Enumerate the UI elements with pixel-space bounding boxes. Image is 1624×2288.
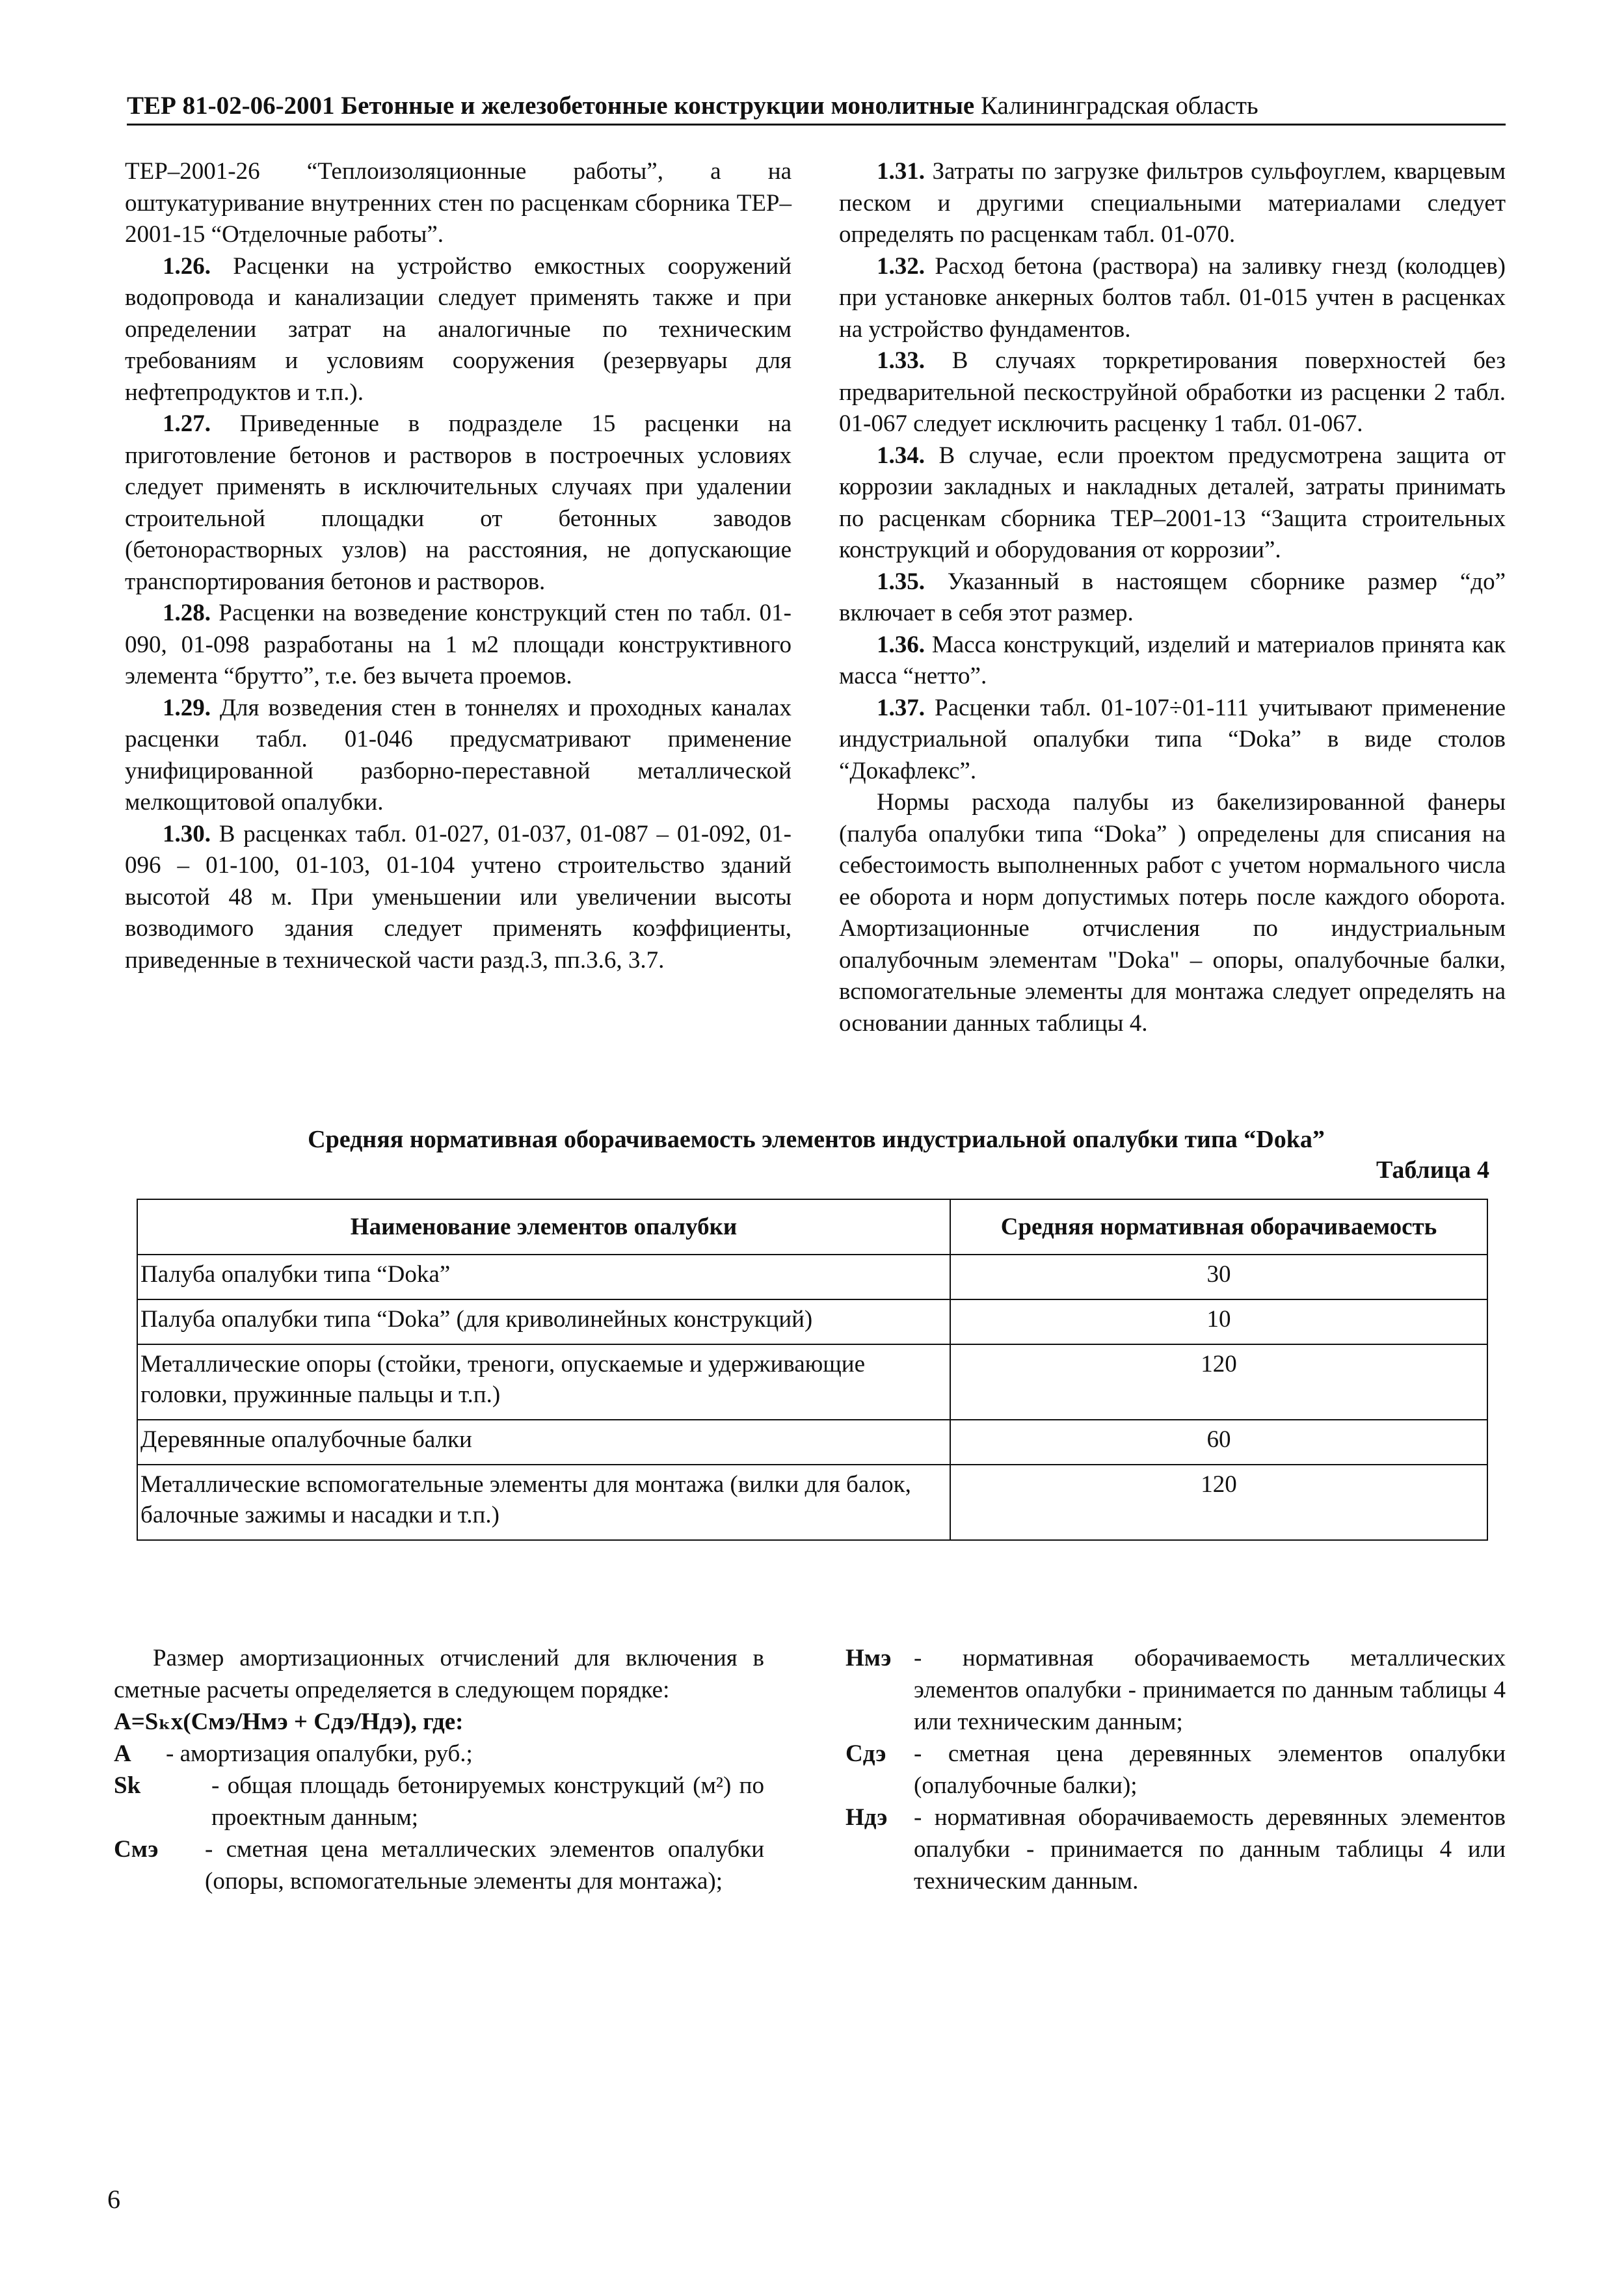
- definition-symbol: A: [114, 1740, 131, 1767]
- paragraph-1-34: [839, 440, 1506, 566]
- cell-element-name: Деревянные опалубочные балки: [137, 1420, 950, 1465]
- paragraph-text: В расценках табл. 01-027, 01-037, 01-087 – 01-092, 01-096 – 01-100, 01-103, 01-104 учтено строительство зданий высотой 48 м. При уменьшении или увеличении высоты возводимого здания следует применять коэффициенты, приведенные в технической части разд.3, пп.3.6, 3.7.: [125, 820, 792, 974]
- formwork-turnover-table: [137, 1199, 1488, 1541]
- cell-element-name: Металлические опоры (стойки, треноги, опускаемые и удерживающие головки, пружинные пальцы и т.п.): [137, 1344, 950, 1420]
- paragraph-text: Затраты по загрузке фильтров сульфоуглем, кварцевым песком и другими специальными материалами следует определять по расценкам табл. 01-070.: [839, 158, 1506, 248]
- paragraph-text: В случаях торкретирования поверхностей без предварительной пескоструйной обработки из расценки 2 табл. 01-067 следует исключить расценку 1 табл. 01-067.: [839, 347, 1506, 437]
- clause-number: 1.35.: [877, 568, 925, 595]
- paragraph-1-35: [839, 566, 1506, 630]
- clause-number: 1.32.: [877, 252, 925, 280]
- paragraph-text: ТЕР–2001-26 “Теплоизоляционные работы”, а на оштукатуривание внутренних стен по расценкам сборника ТЕР–2001-15 “Отделочные работы”.: [125, 158, 792, 248]
- clause-number: 1.29.: [163, 694, 211, 721]
- paragraph-text: Для возведения стен в тоннелях и проходных каналах расценки табл. 01-046 предусматривают применение унифицированной разборно-переставной металлической мелкощитовой опалубки.: [125, 694, 792, 816]
- amortization-explanation: [114, 1642, 764, 1897]
- clause-number: 1.37.: [877, 694, 925, 721]
- definition-symbol: Cмэ: [114, 1836, 159, 1863]
- paragraph-text: Расценки на возведение конструкций стен по табл. 01-090, 01-098 разработаны на 1 м2 площади конструктивного элемента “брутто”, т.е. без вычета проемов.: [125, 600, 792, 689]
- definition-hde: [845, 1802, 1506, 1897]
- paragraph-text: Расценки на устройство емкостных сооружений водопровода и канализации следует применять также и при определении затрат на аналогичные по техническим требованиям и условиям сооружения (резервуары для нефтепродуктов и т.п.).: [125, 252, 792, 406]
- definition-a: [114, 1738, 764, 1770]
- definition-symbol: Hмэ: [845, 1645, 892, 1671]
- cell-turnover-value: 60: [950, 1420, 1487, 1465]
- paragraph-1-33: [839, 345, 1506, 440]
- definition-hme: [845, 1642, 1506, 1738]
- cell-element-name: Металлические вспомогательные элементы для монтажа (вилки для балок, балочные зажимы и насадки и т.п.): [137, 1465, 950, 1540]
- table-header-row: [137, 1199, 1487, 1255]
- table-number: Таблица 4: [1376, 1156, 1489, 1184]
- left-text-column: [125, 156, 792, 976]
- paragraph-1-28: [125, 598, 792, 693]
- definition-text: - сметная цена металлических элементов опалубки (опоры, вспомогательные элементы для монтажа);: [205, 1836, 764, 1895]
- definition-text: - нормативная оборачиваемость деревянных элементов опалубки - принимается по данным таблицы 4 или техническим данным.: [914, 1804, 1506, 1895]
- header-title: ТЕР 81-02-06-2001 Бетонные и железобетонные конструкции монолитные: [127, 92, 975, 120]
- definition-sk: [114, 1770, 764, 1833]
- paragraph-text: Приведенные в подразделе 15 расценки на приготовление бетонов и растворов в построечных условиях следует применять в исключительных случаях при удалении строительной площадки от бетонных заводов (бетонорастворных узлов) на расстояния, не допускающие транспортирования бетонов и растворов.: [125, 410, 792, 595]
- paragraph-1-37: [839, 693, 1506, 788]
- paragraph-text: Указанный в настоящем сборнике размер “до” включает в себя этот размер.: [839, 568, 1506, 626]
- clause-number: 1.30.: [163, 820, 211, 847]
- cell-turnover-value: 120: [950, 1465, 1487, 1540]
- table-row: [137, 1420, 1487, 1465]
- column-header-name: Наименование элементов опалубки: [137, 1199, 950, 1255]
- paragraph-text: Расценки табл. 01-107÷01-111 учитывают применение индустриальной опалубки типа “Doka” в виде столов “Докафлекс”.: [839, 694, 1506, 784]
- cell-turnover-value: 120: [950, 1344, 1487, 1420]
- definition-text: - амортизация опалубки, руб.;: [166, 1740, 473, 1767]
- amortization-intro: Размер амортизационных отчислений для включения в сметные расчеты определяется в следующем порядке:: [114, 1645, 764, 1703]
- column-header-turnover: Средняя нормативная оборачиваемость: [950, 1199, 1487, 1255]
- definition-cme: [114, 1833, 764, 1897]
- paragraph: [125, 156, 792, 251]
- definition-symbol: Cдэ: [845, 1740, 886, 1767]
- definition-symbol: Sk: [114, 1772, 141, 1799]
- clause-number: 1.36.: [877, 631, 925, 658]
- paragraph-1-30: [125, 819, 792, 977]
- paragraph-text: Нормы расхода палубы из бакелизированной фанеры (палуба опалубки типа “Doka” ) определены для списания на себестоимость выполненных работ с учетом нормального числа ее оборота и норм допустимых потерь после каждого оборота. Амортизационные отчисления по индустриальным опалубочным элементам "Doka" – опоры, опалубочные балки, вспомогательные элементы для монтажа следует определять на основании данных таблицы 4.: [839, 789, 1506, 1037]
- definition-cde: [845, 1738, 1506, 1802]
- cell-turnover-value: 30: [950, 1255, 1487, 1299]
- table-row: [137, 1299, 1487, 1344]
- paragraph-1-32: [839, 251, 1506, 346]
- paragraph-1-36: [839, 630, 1506, 693]
- paragraph-1-31: [839, 156, 1506, 251]
- clause-number: 1.28.: [163, 600, 211, 626]
- paragraph-text: Масса конструкций, изделий и материалов принята как масса “нетто”.: [839, 631, 1506, 689]
- paragraph-norms: [839, 787, 1506, 1039]
- paragraph-text: В случае, если проектом предусмотрена защита от коррозии закладных и накладных деталей, затраты принимать по расценкам сборника ТЕР–2001-13 “Защита строительных конструкций и оборудования от коррозии”.: [839, 442, 1506, 563]
- definition-text: - общая площадь бетонируемых конструкций (м²) по проектным данным;: [211, 1772, 764, 1831]
- table-row: [137, 1344, 1487, 1420]
- page-number: 6: [107, 2185, 120, 2214]
- definition-text: - сметная цена деревянных элементов опалубки (опалубочные балки);: [914, 1740, 1506, 1799]
- clause-number: 1.27.: [163, 410, 211, 437]
- clause-number: 1.26.: [163, 252, 211, 280]
- definition-text: - нормативная оборачиваемость металлических элементов опалубки - принимается по данным таблицы 4 или техническим данным;: [914, 1645, 1506, 1735]
- clause-number: 1.31.: [877, 158, 925, 185]
- clause-number: 1.33.: [877, 347, 925, 374]
- header-region: Калининградская область: [981, 92, 1258, 120]
- amortization-formula: A=Sₖx(Cмэ/Hмэ + Cдэ/Hдэ), где:: [114, 1709, 464, 1735]
- amortization-definitions: [845, 1642, 1506, 1897]
- cell-turnover-value: 10: [950, 1299, 1487, 1344]
- table-title: Средняя нормативная оборачиваемость элементов индустриальной опалубки типа “Doka”: [308, 1126, 1325, 1153]
- paragraph-1-26: [125, 251, 792, 409]
- cell-element-name: Палуба опалубки типа “Doka”: [137, 1255, 950, 1299]
- definition-symbol: Hдэ: [845, 1804, 888, 1831]
- clause-number: 1.34.: [877, 442, 925, 469]
- table-row: [137, 1465, 1487, 1540]
- paragraph-1-29: [125, 693, 792, 819]
- paragraph-text: Расход бетона (раствора) на заливку гнезд (колодцев) при установке анкерных болтов табл. 01-015 учтен в расценках на устройство фундаментов.: [839, 252, 1506, 343]
- paragraph-1-27: [125, 408, 792, 598]
- running-header: [127, 90, 1506, 126]
- table-row: [137, 1255, 1487, 1299]
- right-text-column: [839, 156, 1506, 1039]
- cell-element-name: Палуба опалубки типа “Doka” (для криволинейных конструкций): [137, 1299, 950, 1344]
